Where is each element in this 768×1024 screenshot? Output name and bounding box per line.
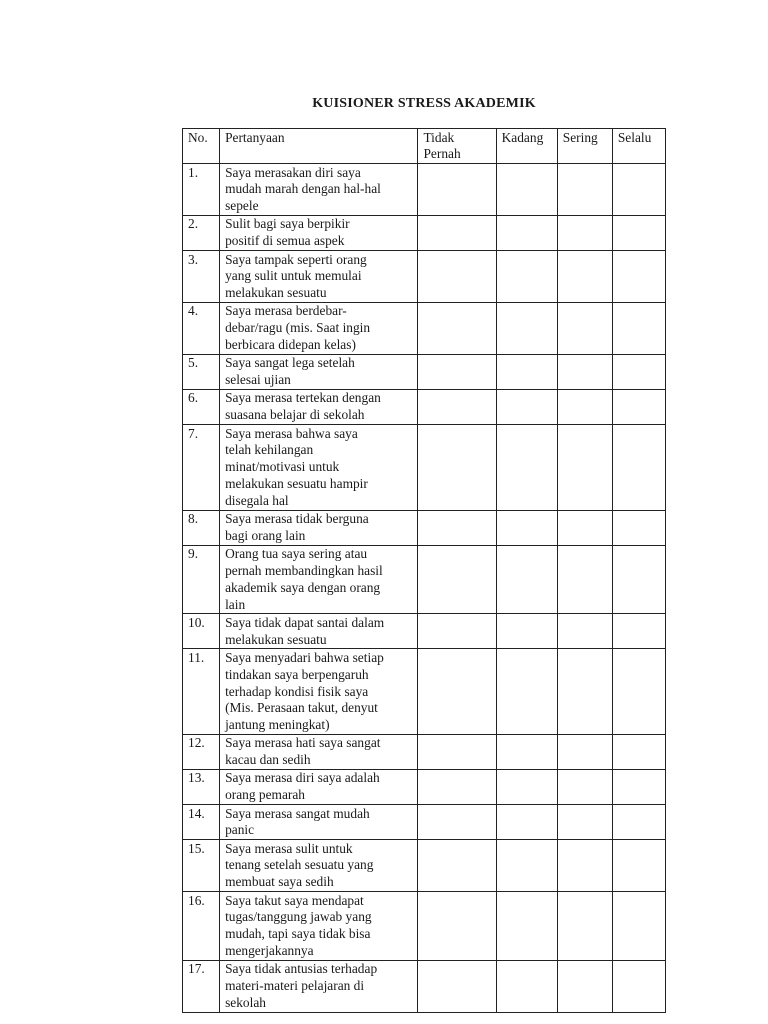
header-row bbox=[183, 129, 666, 164]
answer-tidak-pernah[interactable] bbox=[418, 840, 496, 892]
question-number: 14. bbox=[183, 805, 220, 840]
question-number: 2. bbox=[183, 215, 220, 250]
answer-sering[interactable] bbox=[557, 649, 612, 734]
answer-selalu[interactable] bbox=[612, 510, 665, 545]
answer-selalu[interactable] bbox=[612, 425, 665, 510]
question-number: 17. bbox=[183, 960, 220, 1012]
question-text-line: tugas/tanggung jawab yang bbox=[225, 909, 372, 925]
answer-selalu[interactable] bbox=[612, 649, 665, 734]
question-row bbox=[183, 805, 666, 840]
question-text-line: Saya sangat lega setelah bbox=[225, 355, 355, 371]
question-text-line: Saya menyadari bahwa setiap bbox=[225, 649, 384, 665]
header-tidak-pernah-line2: Pernah bbox=[423, 146, 461, 162]
header-tidak-pernah bbox=[418, 129, 496, 164]
question-text bbox=[220, 425, 418, 510]
answer-sering[interactable] bbox=[557, 510, 612, 545]
answer-tidak-pernah[interactable] bbox=[418, 614, 496, 649]
question-text bbox=[220, 840, 418, 892]
question-text-line: Saya merasa tidak berguna bbox=[225, 511, 369, 527]
question-text bbox=[220, 164, 418, 216]
answer-selalu[interactable] bbox=[612, 302, 665, 354]
answer-kadang[interactable] bbox=[496, 510, 557, 545]
question-text-line: membuat saya sedih bbox=[225, 874, 334, 890]
answer-tidak-pernah[interactable] bbox=[418, 805, 496, 840]
answer-sering[interactable] bbox=[557, 354, 612, 389]
question-number: 16. bbox=[183, 892, 220, 961]
question-row bbox=[183, 545, 666, 614]
answer-selalu[interactable] bbox=[612, 805, 665, 840]
question-row bbox=[183, 354, 666, 389]
question-row bbox=[183, 734, 666, 769]
question-number: 8. bbox=[183, 510, 220, 545]
question-row bbox=[183, 302, 666, 354]
question-text bbox=[220, 734, 418, 769]
question-text-line: Saya merasa hati saya sangat bbox=[225, 735, 381, 751]
question-text-line: Saya tidak antusias terhadap bbox=[225, 961, 378, 977]
question-text-line: melakukan sesuatu hampir bbox=[225, 475, 368, 491]
answer-sering[interactable] bbox=[557, 960, 612, 1012]
question-text-line: telah kehilangan bbox=[225, 442, 314, 458]
answer-selalu[interactable] bbox=[612, 769, 665, 804]
answer-sering[interactable] bbox=[557, 302, 612, 354]
question-text-line: sekolah bbox=[225, 994, 266, 1010]
answer-selalu[interactable] bbox=[612, 892, 665, 961]
answer-tidak-pernah[interactable] bbox=[418, 545, 496, 614]
header-tidak-pernah-line1: Tidak bbox=[423, 129, 455, 145]
answer-selalu[interactable] bbox=[612, 354, 665, 389]
question-text bbox=[220, 545, 418, 614]
question-number: 12. bbox=[183, 734, 220, 769]
question-list bbox=[183, 164, 666, 1013]
question-text-line: minat/motivasi untuk bbox=[225, 459, 340, 475]
question-row bbox=[183, 840, 666, 892]
question-number: 7. bbox=[183, 425, 220, 510]
question-row bbox=[183, 769, 666, 804]
question-text-line: lain bbox=[225, 596, 246, 612]
question-row bbox=[183, 510, 666, 545]
answer-kadang[interactable] bbox=[496, 545, 557, 614]
question-row bbox=[183, 215, 666, 250]
question-text bbox=[220, 614, 418, 649]
answer-kadang[interactable] bbox=[496, 769, 557, 804]
answer-selalu[interactable] bbox=[612, 164, 665, 216]
answer-tidak-pernah[interactable] bbox=[418, 425, 496, 510]
header-no: No. bbox=[183, 129, 220, 164]
question-text-line: yang sulit untuk memulai bbox=[225, 268, 362, 284]
answer-selalu[interactable] bbox=[612, 389, 665, 424]
question-text-line: suasana belajar di sekolah bbox=[225, 407, 365, 423]
question-text-line: positif di semua aspek bbox=[225, 233, 345, 249]
answer-tidak-pernah[interactable] bbox=[418, 649, 496, 734]
question-row bbox=[183, 960, 666, 1012]
question-text-line: melakukan sesuatu bbox=[225, 631, 327, 647]
question-text-line: Orang tua saya sering atau bbox=[225, 546, 368, 562]
answer-kadang[interactable] bbox=[496, 840, 557, 892]
answer-selalu[interactable] bbox=[612, 614, 665, 649]
answer-selalu[interactable] bbox=[612, 545, 665, 614]
question-text-line: tindakan saya berpengaruh bbox=[225, 666, 369, 682]
answer-tidak-pernah[interactable] bbox=[418, 251, 496, 303]
answer-kadang[interactable] bbox=[496, 425, 557, 510]
question-text-line: kacau dan sedih bbox=[225, 752, 311, 768]
question-text-line: terhadap kondisi fisik saya bbox=[225, 683, 369, 699]
answer-tidak-pernah[interactable] bbox=[418, 164, 496, 216]
question-text-line: mudah marah dengan hal-hal bbox=[225, 181, 381, 197]
question-text-line: berbicara didepan kelas) bbox=[225, 337, 356, 353]
question-text bbox=[220, 510, 418, 545]
question-row bbox=[183, 164, 666, 216]
question-text bbox=[220, 805, 418, 840]
header-kadang: Kadang bbox=[496, 129, 557, 164]
answer-sering[interactable] bbox=[557, 425, 612, 510]
answer-kadang[interactable] bbox=[496, 389, 557, 424]
question-text bbox=[220, 389, 418, 424]
question-text-line: pernah membandingkan hasil bbox=[225, 562, 383, 578]
question-text-line: sepele bbox=[225, 198, 259, 214]
answer-kadang[interactable] bbox=[496, 354, 557, 389]
questionnaire-table bbox=[182, 128, 666, 1013]
question-number: 3. bbox=[183, 251, 220, 303]
question-text-line: Saya merasa tertekan dengan bbox=[225, 390, 381, 406]
answer-kadang[interactable] bbox=[496, 734, 557, 769]
header-question: Pertanyaan bbox=[220, 129, 418, 164]
question-number: 13. bbox=[183, 769, 220, 804]
answer-selalu[interactable] bbox=[612, 251, 665, 303]
answer-tidak-pernah[interactable] bbox=[418, 960, 496, 1012]
answer-tidak-pernah[interactable] bbox=[418, 892, 496, 961]
question-text-line: melakukan sesuatu bbox=[225, 285, 327, 301]
question-text bbox=[220, 960, 418, 1012]
answer-tidak-pernah[interactable] bbox=[418, 769, 496, 804]
answer-kadang[interactable] bbox=[496, 302, 557, 354]
question-text bbox=[220, 215, 418, 250]
document-title: KUISIONER STRESS AKADEMIK bbox=[312, 96, 536, 111]
question-text-line: (Mis. Perasaan takut, denyut bbox=[225, 700, 378, 716]
question-number: 4. bbox=[183, 302, 220, 354]
question-number: 6. bbox=[183, 389, 220, 424]
question-text-line: Saya merasa diri saya adalah bbox=[225, 770, 380, 786]
question-text-line: Saya takut saya mendapat bbox=[225, 892, 364, 908]
question-text bbox=[220, 251, 418, 303]
answer-sering[interactable] bbox=[557, 840, 612, 892]
answer-sering[interactable] bbox=[557, 389, 612, 424]
question-text-line: Saya tampak seperti orang bbox=[225, 251, 367, 267]
question-text-line: Saya merasa sulit untuk bbox=[225, 840, 353, 856]
question-text-line: Saya tidak dapat santai dalam bbox=[225, 614, 385, 630]
question-number: 1. bbox=[183, 164, 220, 216]
question-number: 10. bbox=[183, 614, 220, 649]
question-text-line: Sulit bagi saya berpikir bbox=[225, 216, 350, 232]
question-text-line: Saya merasa bahwa saya bbox=[225, 425, 358, 441]
question-row bbox=[183, 892, 666, 961]
question-text-line: mengerjakannya bbox=[225, 942, 314, 958]
answer-sering[interactable] bbox=[557, 215, 612, 250]
question-text-line: panic bbox=[225, 822, 255, 838]
answer-kadang[interactable] bbox=[496, 805, 557, 840]
header-sering: Sering bbox=[557, 129, 612, 164]
question-text bbox=[220, 302, 418, 354]
answer-selalu[interactable] bbox=[612, 734, 665, 769]
question-text bbox=[220, 769, 418, 804]
question-row bbox=[183, 389, 666, 424]
question-text-line: disegala hal bbox=[225, 492, 289, 508]
question-text bbox=[220, 892, 418, 961]
question-number: 15. bbox=[183, 840, 220, 892]
question-text-line: akademik saya dengan orang bbox=[225, 579, 381, 595]
answer-sering[interactable] bbox=[557, 892, 612, 961]
question-text-line: Saya merasa berdebar- bbox=[225, 303, 347, 319]
answer-kadang[interactable] bbox=[496, 164, 557, 216]
answer-tidak-pernah[interactable] bbox=[418, 389, 496, 424]
answer-sering[interactable] bbox=[557, 769, 612, 804]
question-text-line: selesai ujian bbox=[225, 372, 291, 388]
answer-tidak-pernah[interactable] bbox=[418, 215, 496, 250]
question-text-line: materi-materi pelajaran di bbox=[225, 978, 365, 994]
answer-sering[interactable] bbox=[557, 805, 612, 840]
answer-tidak-pernah[interactable] bbox=[418, 302, 496, 354]
answer-selalu[interactable] bbox=[612, 960, 665, 1012]
question-row bbox=[183, 614, 666, 649]
question-text-line: Saya merasakan diri saya bbox=[225, 164, 361, 180]
answer-selalu[interactable] bbox=[612, 215, 665, 250]
question-row bbox=[183, 251, 666, 303]
question-text-line: bagi orang lain bbox=[225, 527, 306, 543]
question-text-line: tenang setelah sesuatu yang bbox=[225, 857, 374, 873]
answer-sering[interactable] bbox=[557, 164, 612, 216]
question-text bbox=[220, 354, 418, 389]
answer-tidak-pernah[interactable] bbox=[418, 734, 496, 769]
answer-kadang[interactable] bbox=[496, 649, 557, 734]
answer-sering[interactable] bbox=[557, 545, 612, 614]
question-text bbox=[220, 649, 418, 734]
answer-kadang[interactable] bbox=[496, 892, 557, 961]
question-number: 9. bbox=[183, 545, 220, 614]
answer-kadang[interactable] bbox=[496, 215, 557, 250]
question-text-line: orang pemarah bbox=[225, 787, 305, 803]
question-text-line: Saya merasa sangat mudah bbox=[225, 805, 370, 821]
answer-sering[interactable] bbox=[557, 251, 612, 303]
answer-selalu[interactable] bbox=[612, 840, 665, 892]
question-row bbox=[183, 649, 666, 734]
answer-sering[interactable] bbox=[557, 734, 612, 769]
answer-kadang[interactable] bbox=[496, 960, 557, 1012]
answer-tidak-pernah[interactable] bbox=[418, 354, 496, 389]
answer-kadang[interactable] bbox=[496, 251, 557, 303]
header-selalu: Selalu bbox=[612, 129, 665, 164]
answer-sering[interactable] bbox=[557, 614, 612, 649]
question-text-line: mudah, tapi saya tidak bisa bbox=[225, 926, 371, 942]
question-row bbox=[183, 425, 666, 510]
question-text-line: jantung meningkat) bbox=[225, 717, 330, 733]
question-text-line: debar/ragu (mis. Saat ingin bbox=[225, 320, 371, 336]
answer-kadang[interactable] bbox=[496, 614, 557, 649]
answer-tidak-pernah[interactable] bbox=[418, 510, 496, 545]
question-number: 5. bbox=[183, 354, 220, 389]
question-number: 11. bbox=[183, 649, 220, 734]
